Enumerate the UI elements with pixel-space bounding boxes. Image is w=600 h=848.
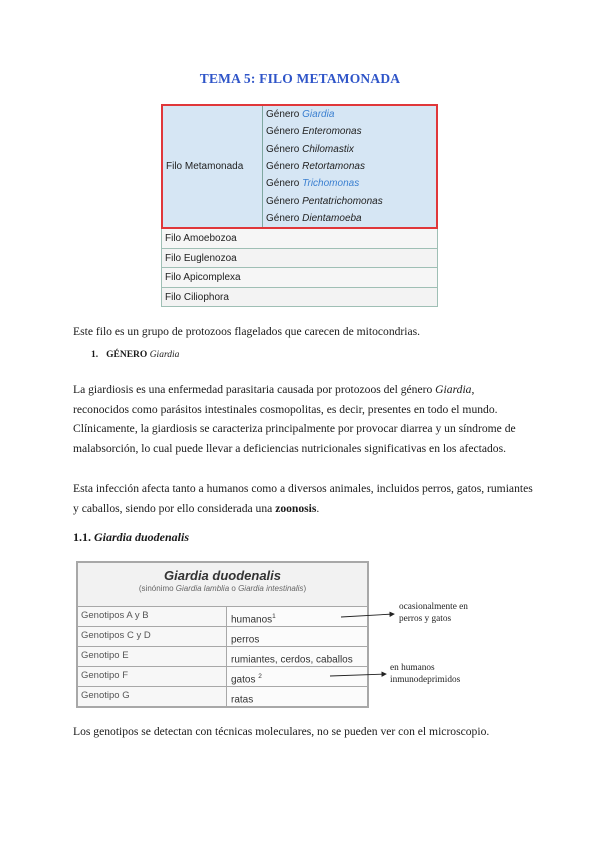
genotype-cell: Genotipo G (78, 687, 227, 706)
annotation-line: perros y gatos (399, 614, 452, 624)
intro-paragraph: Este filo es un grupo de protozoos flagelados que carecen de mitocondrias. (73, 325, 421, 338)
host-cell (227, 687, 367, 706)
table-row (78, 647, 367, 667)
host-cell (227, 667, 367, 686)
genera-list (263, 106, 436, 227)
genus-row (266, 175, 436, 192)
host-cell (227, 607, 367, 626)
phylum-table (161, 104, 438, 307)
host-text: gatos (231, 674, 259, 686)
host-text: perros (231, 634, 260, 646)
genus-row (266, 141, 436, 158)
phylum-row: Filo Amoebozoa (161, 229, 438, 249)
zoonosis-term: zoonosis (275, 501, 317, 515)
host-text: humanos (231, 614, 273, 626)
footnote-marker: 2 (258, 673, 262, 680)
genotype-table-header (78, 563, 367, 607)
genus-prefix: Género (266, 160, 300, 172)
other-phyla (161, 229, 438, 307)
genus-row (266, 193, 436, 210)
host-cell (227, 647, 367, 666)
giardiosis-paragraph (73, 380, 533, 458)
genus-row (266, 106, 436, 123)
genotype-cell: Genotipos C y D (78, 627, 227, 646)
phylum-row: Filo Euglenozoa (161, 249, 438, 269)
text-span: La giardiosis es una enfermedad parasitaria causada por protozoos del género (73, 383, 436, 396)
host-text: rumiantes, cerdos, caballos (231, 654, 353, 666)
text-span: . (316, 501, 320, 515)
genus-prefix: Género (266, 178, 300, 190)
section-label: GÉNERO (106, 350, 148, 360)
genus-name: Chilomastix (302, 143, 354, 155)
genus-prefix: Género (266, 126, 300, 138)
table-row (78, 667, 367, 687)
phylum-row: Filo Apicomplexa (161, 268, 438, 288)
genus-name: Retortamonas (302, 160, 365, 172)
genus-name: Trichomonas (302, 178, 360, 190)
genotype-cell: Genotipo E (78, 647, 227, 666)
annotation-line: en humanos (390, 663, 435, 673)
annotation-note (390, 662, 460, 686)
genus-name: Dientamoeba (302, 212, 362, 224)
synonym: Giardia lamblia (175, 584, 230, 593)
genus-prefix: Género (266, 195, 300, 207)
footnote-marker: 1 (272, 613, 276, 620)
genotype-table (76, 561, 369, 708)
genus-name: Pentatrichomonas (302, 195, 383, 207)
section-taxon: Giardia duodenalis (94, 530, 190, 544)
phylum-row: Filo Ciliophora (161, 288, 438, 308)
zoonosis-paragraph (73, 479, 533, 518)
section-taxon: Giardia (149, 350, 180, 360)
genotype-table-subtitle (78, 584, 367, 593)
annotation-line: inmunodeprimidos (390, 675, 461, 685)
page-title: TEMA 5: FILO METAMONADA (199, 71, 401, 86)
genus-name: Enteromonas (302, 126, 362, 138)
text-span: Esta infección afecta tanto a humanos como a diversos animales, incluidos perros, gatos, rumiantes y caballos, siendo por ello considerada una (73, 482, 533, 515)
genotype-cell: Genotipos A y B (78, 607, 227, 626)
section-number: 1. (91, 350, 99, 360)
genotype-table-title: Giardia duodenalis (163, 568, 282, 583)
host-cell (227, 627, 367, 646)
table-row (78, 607, 367, 627)
taxon-italic: Giardia (435, 383, 472, 396)
section-heading-1 (91, 350, 179, 360)
table-row (78, 687, 367, 706)
genus-row (266, 210, 436, 227)
text-span: ) (303, 584, 307, 593)
genotype-cell: Genotipo F (78, 667, 227, 686)
section-heading-1-1 (73, 530, 189, 545)
table-row (78, 627, 367, 647)
genotype-detection-paragraph: Los genotipos se detectan con técnicas moleculares, no se pueden ver con el microscopio. (73, 725, 490, 738)
genus-row (266, 123, 436, 140)
genus-prefix: Género (266, 212, 300, 224)
text-span: o (229, 584, 239, 593)
main-phylum-cell: Filo Metamonada (163, 106, 263, 227)
synonym: Giardia intestinalis (238, 584, 304, 593)
genus-prefix: Género (266, 109, 300, 121)
genus-prefix: Género (266, 143, 300, 155)
annotation-note (399, 601, 468, 625)
genus-name: Giardia (302, 109, 335, 121)
genus-row (266, 158, 436, 175)
host-text: ratas (231, 694, 254, 706)
text-span: , reconocidos como parásitos intestinales cosmopolitas, es decir, presentes en todo el mundo. Clínicamente, la giardiosis se caracteriza principalmente por provocar diarrea y un síndrome de malabsorción, lo cual puede llevar a deficiencias nutricionales significativas en los afectados. (73, 383, 516, 455)
section-number: 1.1. (73, 530, 91, 544)
text-span: (sinónimo (138, 584, 176, 593)
metamonada-highlight-block (161, 104, 438, 229)
annotation-line: ocasionalmente en (399, 602, 468, 612)
